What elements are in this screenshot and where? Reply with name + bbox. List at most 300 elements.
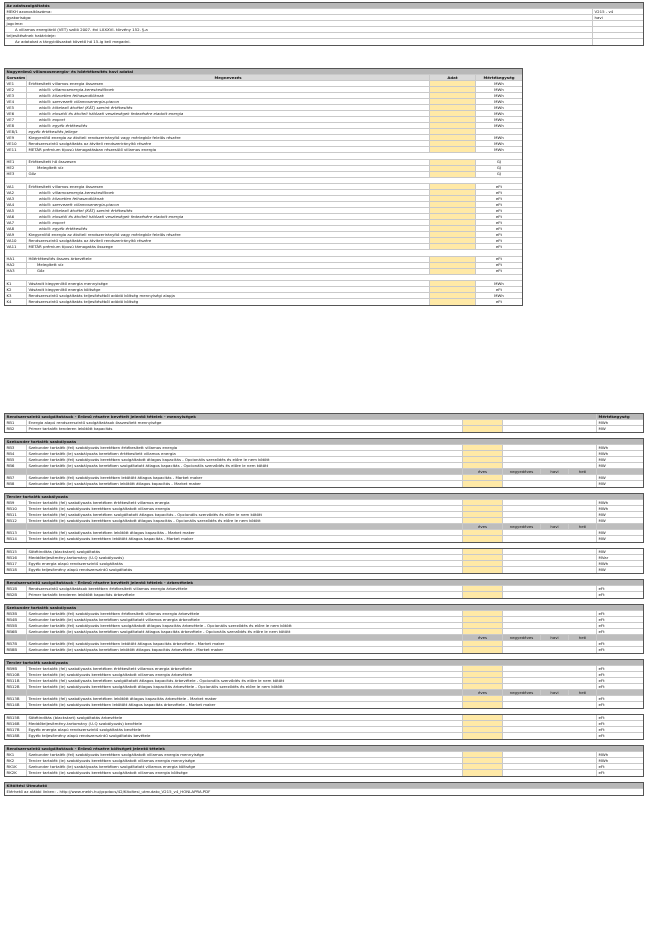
value-input-cell[interactable] — [463, 567, 503, 573]
info-title-text: Az adatszolgáltatás — [6, 3, 50, 8]
table-row — [5, 592, 643, 598]
blank-cell — [503, 715, 597, 720]
row-description: Szekunder tartalék (le) szabályozás keretében szolgáltatott villamos energia árbevétele — [27, 617, 463, 622]
row-code: RB6B — [5, 629, 27, 634]
row-unit: MWh — [598, 561, 609, 566]
table-row — [5, 481, 643, 487]
value-input-cell[interactable] — [463, 617, 503, 622]
secondary-reserve-quantity-section — [4, 438, 644, 488]
value-input-cell[interactable] — [430, 99, 476, 104]
row-code: RB3B — [5, 611, 27, 616]
row-unit: MW — [598, 536, 606, 542]
period-label: éves — [463, 524, 503, 529]
value-input-cell[interactable] — [463, 506, 503, 511]
blank-cell — [503, 758, 597, 763]
table-row — [5, 647, 643, 653]
value-input-cell[interactable] — [430, 208, 476, 213]
rb-quantity-section-title-text: Rendszerszintű szolgáltatások - Erőmű részére bevételt jelentő tételek - mennyiségek — [5, 414, 597, 419]
table-row — [5, 426, 643, 432]
value-input-cell[interactable] — [463, 420, 503, 425]
row-description: ebből: villamosenergia-kereskedőknek — [27, 190, 430, 195]
row-unit: MWh — [494, 111, 504, 116]
value-input-cell[interactable] — [430, 141, 476, 146]
info-label: Az adatokat a tárgyidőszakot követő hó 15-ig kell megadni. — [5, 39, 593, 45]
value-input-cell[interactable] — [463, 733, 503, 739]
row-description: Tercier tartalék (fel) szabályozás keretében értékesített villamos energia — [27, 500, 463, 505]
value-input-cell[interactable] — [463, 764, 503, 769]
row-code: RB8B — [5, 647, 27, 653]
blank-cell — [503, 611, 597, 616]
row-code: VE5 — [5, 105, 27, 110]
row-code: RB11B — [5, 678, 27, 683]
blank-cell — [27, 690, 463, 695]
value-input-cell[interactable] — [463, 647, 503, 653]
row-unit: eFt — [495, 262, 503, 268]
value-input-cell[interactable] — [463, 666, 503, 671]
row-unit: MWh — [494, 81, 504, 86]
row-code: VE6 — [5, 111, 27, 116]
rk-cost-section-title-text: Rendszerszintű szolgáltatások - Erőmű részére költséget jelentő tételek — [6, 746, 165, 751]
row-code: HE2 — [5, 166, 27, 171]
row-description: Értékesített villamos energia összesen — [27, 81, 430, 86]
row-description: Szekunder tartalék (le) szabályozás keretében szolgáltatott átlagos kapacitás árbevétele - Opcionális szerződés és előre le nem kötött — [27, 629, 463, 634]
row-description: ebből: elosztói és átviteli hálózati veszteségek fedezésére eladott energia — [27, 111, 430, 116]
period-label: negyedéves — [503, 524, 541, 529]
row-description: Kiegyenlítő energia az átviteli rendszerirányító vagy mérlegkör felelős részére — [27, 232, 430, 237]
row-code: RB18 — [5, 567, 27, 573]
row-description: ebből: elosztói és átviteli hálózati veszteségek fedezésére eladott energia — [27, 214, 430, 219]
row-unit: eFt — [598, 684, 605, 689]
value-input-cell[interactable] — [430, 257, 476, 262]
row-description: Kiegyenlítő energia az átviteli rendszerirányító vagy mérlegkör felelős részére — [27, 135, 430, 140]
value-input-cell[interactable] — [463, 536, 503, 542]
row-unit: MWh — [494, 93, 504, 98]
blank-cell — [503, 678, 597, 683]
guide-title-text: Kitöltési Útmutató — [6, 783, 48, 788]
blank-cell — [597, 690, 643, 695]
value-input-cell[interactable] — [430, 220, 476, 225]
info-row — [5, 39, 643, 45]
blank-cell — [503, 567, 597, 573]
period-label: havi — [541, 469, 569, 474]
value-input-cell[interactable] — [463, 586, 503, 591]
row-unit: GJ — [496, 159, 502, 165]
row-description: Hőértékesítés összes árbevétele — [27, 257, 430, 262]
value-input-cell[interactable] — [463, 592, 503, 598]
value-input-cell[interactable] — [463, 555, 503, 560]
value-input-cell[interactable] — [430, 117, 476, 122]
row-unit: MWh — [494, 117, 504, 122]
value-input-cell[interactable] — [463, 500, 503, 505]
other-services-revenue-section — [4, 714, 644, 740]
row-unit: MWh — [494, 135, 504, 140]
value-input-cell[interactable] — [430, 111, 476, 116]
row-description: Szekunder tartalék (fel) szabályozás keretében szolgáltatott átlagos kapacitás árbevétele - Opcionális szerződés és előre le nem kötött — [27, 623, 463, 628]
row-description: Melegített víz — [27, 263, 430, 268]
row-description: ebből: villamosenergia-kereskedőknek — [27, 87, 430, 92]
value-input-cell[interactable] — [463, 463, 503, 468]
row-unit: eFt — [495, 244, 503, 249]
row-unit: eFt — [598, 672, 605, 677]
value-input-cell[interactable] — [430, 232, 476, 237]
row-description: Tercier tartalék (le) szabályozás keretében szolgáltatott villamos energia költsége — [27, 770, 463, 776]
value-input-cell[interactable] — [430, 196, 476, 201]
row-code: RB1B — [5, 586, 27, 591]
row-code: VA4 — [5, 202, 27, 207]
row-code: K1 — [5, 281, 27, 286]
row-unit: eFt — [598, 666, 605, 671]
value-input-cell[interactable] — [463, 672, 503, 677]
blank-cell — [503, 475, 597, 480]
row-code: RB2 — [5, 426, 27, 432]
row-unit: eFt — [495, 220, 503, 225]
row-unit: MW — [598, 463, 606, 468]
value-input-cell[interactable] — [430, 214, 476, 219]
row-unit: eFt — [598, 702, 605, 708]
row-code: RB5B — [5, 623, 27, 628]
row-code: RB4B — [5, 617, 27, 622]
value-input-cell[interactable] — [430, 172, 476, 177]
row-unit: eFt — [495, 184, 503, 189]
row-code: VE11 — [5, 147, 27, 152]
value-input-cell[interactable] — [463, 451, 503, 456]
row-code: VA7 — [5, 220, 27, 225]
row-code: VA5 — [5, 208, 27, 213]
row-code: VA8 — [5, 226, 27, 231]
blank-cell — [503, 536, 597, 542]
row-unit: eFt — [598, 721, 605, 726]
row-unit: MWh — [494, 147, 504, 152]
row-code: RB6 — [5, 463, 27, 468]
col-header-unit: Mértékegység — [483, 75, 515, 80]
row-unit: MW — [598, 457, 606, 462]
row-unit: MWh — [494, 123, 504, 128]
row-code: RB9 — [5, 500, 27, 505]
period-label: heti — [569, 635, 597, 640]
value-input-cell[interactable] — [430, 202, 476, 207]
value-input-cell[interactable] — [430, 93, 476, 98]
row-code: HE1 — [5, 160, 27, 165]
value-input-cell[interactable] — [463, 641, 503, 646]
value-input-cell[interactable] — [463, 770, 503, 776]
info-label: teljesítésének határideje: — [5, 33, 593, 38]
row-code: RK2K — [5, 770, 27, 776]
blank-cell — [503, 592, 597, 598]
blank-cell — [503, 445, 597, 450]
row-description: Tercier tartalék (fel) szabályozás keretében szolgáltatott átlagos kapacitás - Opcionális szerződés és előre le nem kötött — [27, 512, 463, 517]
blank-cell — [503, 647, 597, 653]
row-unit: eFt — [495, 299, 503, 305]
blank-cell — [597, 469, 643, 474]
row-code: VE2 — [5, 87, 27, 92]
row-code: RB13B — [5, 696, 27, 701]
row-unit: MVar — [598, 555, 609, 560]
row-unit: MW — [598, 530, 606, 535]
blank-cell — [503, 463, 597, 468]
blank-cell — [27, 469, 463, 474]
value-input-cell[interactable] — [430, 190, 476, 195]
row-description: Egyéb teljesítmény alapú rendszerszintű szolgáltatás — [27, 567, 463, 573]
value-input-cell[interactable] — [430, 244, 476, 249]
value-input-cell[interactable] — [463, 623, 503, 628]
value-input-cell[interactable] — [430, 238, 476, 243]
info-value — [593, 33, 643, 38]
row-description: Rendszerszintű szolgáltatás az átviteli rendszerirányító részére — [27, 141, 430, 146]
blank-cell — [503, 770, 597, 776]
row-code: VE1 — [5, 81, 27, 86]
row-unit: MWh — [494, 87, 504, 92]
row-description: ebből: kötelező átvétel (KÁT) szerint értékesítés — [27, 105, 430, 110]
blank-cell — [503, 623, 597, 628]
row-description: Tercier tartalék (le) szabályozás keretében lekötött átlagos kapacitás - Market maker — [27, 536, 463, 542]
value-input-cell[interactable] — [463, 549, 503, 554]
table-row — [5, 536, 643, 542]
value-input-cell[interactable] — [463, 481, 503, 487]
row-unit: eFt — [495, 287, 503, 292]
row-description: ebből: szervezett villamosenergia-piacon — [27, 202, 430, 207]
blank-cell — [503, 752, 597, 757]
row-code: RB17B — [5, 727, 27, 732]
row-description: Szekunder tartalék (fel) szabályozás keretében szolgáltatott villamos energia mennyisége — [27, 752, 463, 757]
blank-cell — [5, 469, 27, 474]
value-input-cell[interactable] — [430, 226, 476, 231]
row-code: RB5 — [5, 457, 27, 462]
info-value — [593, 27, 643, 32]
row-code: RB16B — [5, 721, 27, 726]
blank-cell — [503, 420, 597, 425]
row-description: Szekunder tartalék (le) szabályozás keretében szolgáltatott villamos energia költsége — [27, 764, 463, 769]
row-description: Tercier tartalék (le) szabályozás keretében szolgáltatott villamos energia mennyisége — [27, 758, 463, 763]
row-unit: eFt — [598, 647, 605, 653]
row-code: RB2B — [5, 592, 27, 598]
value-input-cell[interactable] — [463, 611, 503, 616]
row-unit: MW — [598, 518, 606, 523]
table-row — [5, 733, 643, 739]
blank-cell — [503, 672, 597, 677]
row-unit: eFt — [598, 764, 605, 769]
value-input-cell[interactable] — [430, 105, 476, 110]
row-unit: MWh — [598, 451, 609, 456]
info-label: gyakorisága: — [5, 15, 593, 20]
value-input-cell[interactable] — [430, 81, 476, 86]
value-input-cell[interactable] — [463, 475, 503, 480]
row-unit: eFt — [495, 232, 503, 237]
row-description: Tercier tartalék (fel) szabályozás keretében lekötött átlagos kapacitás - Market maker — [27, 530, 463, 535]
row-unit: eFt — [495, 208, 503, 213]
col-header-code: Sorszám — [6, 75, 26, 80]
value-input-cell[interactable] — [463, 530, 503, 535]
row-description: Szekunder tartalék (fel) szabályozás keretében szolgáltatott átlagos kapacitás - Opcionális szerződés és előre le nem kötött — [27, 457, 463, 462]
blank-cell — [597, 635, 643, 640]
row-code: RB15B — [5, 715, 27, 720]
value-input-cell[interactable] — [463, 684, 503, 689]
row-code: RB12B — [5, 684, 27, 689]
row-code: RK1K — [5, 764, 27, 769]
row-code: K3 — [5, 293, 27, 298]
row-description: Értékesített villamos energia összesen — [27, 184, 430, 189]
value-input-cell[interactable] — [430, 269, 476, 274]
value-input-cell[interactable] — [463, 629, 503, 634]
row-description: Tercier tartalék (fel) szabályozás keretében értékesített villamos energia árbevétele — [27, 666, 463, 671]
blank-cell — [27, 635, 463, 640]
rb-revenue-section-title-text: Rendszerszintű szolgáltatások - Erőmű részére bevételt jelentő tételek - árbevételek — [6, 580, 194, 585]
row-description: egyéb értékesítés jellege — [27, 129, 430, 134]
row-description: Tercier tartalék (fel) szabályozás keretében lekötött átlagos kapacitás árbevétele - Market maker — [27, 696, 463, 701]
value-input-cell[interactable] — [430, 129, 476, 134]
value-input-cell[interactable] — [430, 263, 476, 268]
row-description: METÁR prémium típusú támogatásban részesülő villamos energia — [27, 147, 430, 152]
blank-cell — [503, 506, 597, 511]
value-input-cell[interactable] — [430, 123, 476, 128]
row-description: Tercier tartalék (le) szabályozás keretében szolgáltatott villamos energia árbevétele — [27, 672, 463, 677]
row-code: HA2 — [5, 263, 27, 268]
row-description: ebből: közvetlen felhasználóknak — [27, 196, 430, 201]
row-description: Gőz — [27, 172, 430, 177]
info-label: A villamos energiáról (VET) szóló 2007. évi LXXXVI. törvény 152. §-a — [5, 27, 593, 32]
main-monthly-table — [4, 68, 523, 306]
info-value: V215 - v4 — [594, 9, 614, 14]
row-code: HA1 — [5, 257, 27, 262]
row-description: Egyéb energia alapú rendszerszintű szolgáltatás bevétele — [27, 727, 463, 732]
blank-cell — [503, 629, 597, 634]
row-unit: MWh — [494, 105, 504, 110]
row-unit: MWh — [598, 506, 609, 511]
row-unit: MWh — [598, 420, 609, 425]
period-label: negyedéves — [503, 469, 541, 474]
blank-cell — [503, 641, 597, 646]
row-description: Energia alapú rendszerszintű szolgáltatások összesített mennyisége — [27, 420, 463, 425]
row-unit: eFt — [495, 268, 503, 274]
period-label: havi — [541, 524, 569, 529]
value-input-cell[interactable] — [463, 715, 503, 720]
guide-link-text[interactable]: Elérhető az alábbi linken: - http://www.mekh.hu/gcpdocs/42/Kitoltesi_utmutato_V215_v4_HONLAPRA.PDF — [6, 789, 211, 795]
row-unit: eFt — [495, 202, 503, 207]
table-row — [5, 567, 643, 573]
row-code: VA3 — [5, 196, 27, 201]
row-unit: MWh — [494, 99, 504, 104]
row-description: ebből: egyéb értékesítés — [27, 123, 430, 128]
value-input-cell[interactable] — [430, 293, 476, 298]
value-input-cell[interactable] — [463, 561, 503, 566]
row-unit: eFt — [598, 611, 605, 616]
row-code: RB15 — [5, 549, 27, 554]
value-input-cell[interactable] — [463, 727, 503, 732]
blank-cell — [503, 684, 597, 689]
period-label: heti — [569, 469, 597, 474]
row-code: RB14 — [5, 536, 27, 542]
row-unit: eFt — [598, 715, 605, 720]
row-description: Meddőteljesítmény-tartomány (U-Q szabályozás) bevétele — [27, 721, 463, 726]
row-code: VE7 — [5, 117, 27, 122]
row-description: ebből: egyéb értékesítés — [27, 226, 430, 231]
row-code: RB3 — [5, 445, 27, 450]
value-input-cell[interactable] — [430, 287, 476, 292]
row-code: RB17 — [5, 561, 27, 566]
value-input-cell[interactable] — [463, 512, 503, 517]
row-unit: eFt — [495, 196, 503, 201]
value-input-cell[interactable] — [430, 160, 476, 165]
row-description: Melegített víz — [27, 166, 430, 171]
row-description: Egyéb energia alapú rendszerszintű szolgáltatás — [27, 561, 463, 566]
value-input-cell[interactable] — [463, 721, 503, 726]
col-header-description: Megnevezés — [27, 75, 430, 80]
value-input-cell[interactable] — [463, 758, 503, 763]
row-code: VA11 — [5, 244, 27, 249]
blank-cell — [503, 451, 597, 456]
blank-cell — [503, 702, 597, 708]
row-description: Sötétindítás (blackstart) szolgáltatás — [27, 549, 463, 554]
tertiary-reserve-quantity-section-title-text: Tercier tartalék szabályozás — [6, 494, 68, 499]
row-description: Gőz — [27, 269, 430, 274]
row-description: Szekunder tartalék (le) szabályozás keretében lekötött átlagos kapacitás - Market maker — [27, 481, 463, 487]
row-code: VA10 — [5, 238, 27, 243]
row-code: RB14B — [5, 702, 27, 708]
row-code: RB13 — [5, 530, 27, 535]
period-label: heti — [569, 690, 597, 695]
row-description: Rendszerszintű szolgáltatás az átviteli rendszerirányító részére — [27, 238, 430, 243]
row-description: Vásárolt kiegyenlítő energia mennyisége — [27, 281, 430, 286]
value-input-cell[interactable] — [430, 147, 476, 152]
row-code: RB4 — [5, 451, 27, 456]
row-code: VA1 — [5, 184, 27, 189]
row-unit: MWh — [598, 752, 609, 757]
value-input-cell[interactable] — [463, 426, 503, 432]
row-code: VE3 — [5, 93, 27, 98]
row-description: Szekunder tartalék (le) szabályozás keretében lekötött átlagos kapacitás árbevétele - Market maker — [27, 647, 463, 653]
blank-cell — [503, 586, 597, 591]
value-input-cell[interactable] — [463, 696, 503, 701]
info-header-block — [4, 2, 644, 46]
period-label: havi — [541, 690, 569, 695]
value-input-cell[interactable] — [463, 457, 503, 462]
value-input-cell[interactable] — [463, 518, 503, 523]
row-unit: eFt — [598, 696, 605, 701]
row-unit: eFt — [598, 678, 605, 683]
value-input-cell[interactable] — [463, 702, 503, 708]
value-input-cell[interactable] — [463, 678, 503, 683]
row-unit: MWh — [494, 293, 504, 298]
value-input-cell[interactable] — [463, 445, 503, 450]
value-input-cell[interactable] — [463, 752, 503, 757]
row-description: ebből: export — [27, 117, 430, 122]
rb-revenue-section — [4, 579, 644, 599]
value-input-cell[interactable] — [430, 87, 476, 92]
row-code: RK2 — [5, 758, 27, 763]
value-input-cell[interactable] — [430, 184, 476, 189]
value-input-cell[interactable] — [430, 281, 476, 286]
blank-cell — [503, 733, 597, 739]
row-unit: MW — [598, 512, 606, 517]
row-description: Szekunder tartalék (le) szabályozás keretében szolgáltatott átlagos kapacitás - Opcionális szerződés és előre le nem kötött — [27, 463, 463, 468]
tertiary-reserve-revenue-section — [4, 659, 644, 709]
row-unit: eFt — [598, 727, 605, 732]
row-unit: MWh — [598, 758, 609, 763]
value-input-cell[interactable] — [430, 135, 476, 140]
blank-cell — [27, 524, 463, 529]
value-input-cell[interactable] — [430, 299, 476, 305]
row-unit: eFt — [495, 226, 503, 231]
row-code: RB7B — [5, 641, 27, 646]
other-services-quantity-section — [4, 548, 644, 574]
row-code: K4 — [5, 299, 27, 305]
row-code: VE8/1 — [5, 129, 27, 134]
blank-cell — [5, 524, 27, 529]
row-unit: MW — [598, 426, 606, 432]
tertiary-reserve-quantity-section — [4, 493, 644, 543]
value-input-cell[interactable] — [430, 166, 476, 171]
row-description: Szekunder tartalék (fel) szabályozás keretében értékesített villamos energia — [27, 445, 463, 450]
row-code: VE4 — [5, 99, 27, 104]
